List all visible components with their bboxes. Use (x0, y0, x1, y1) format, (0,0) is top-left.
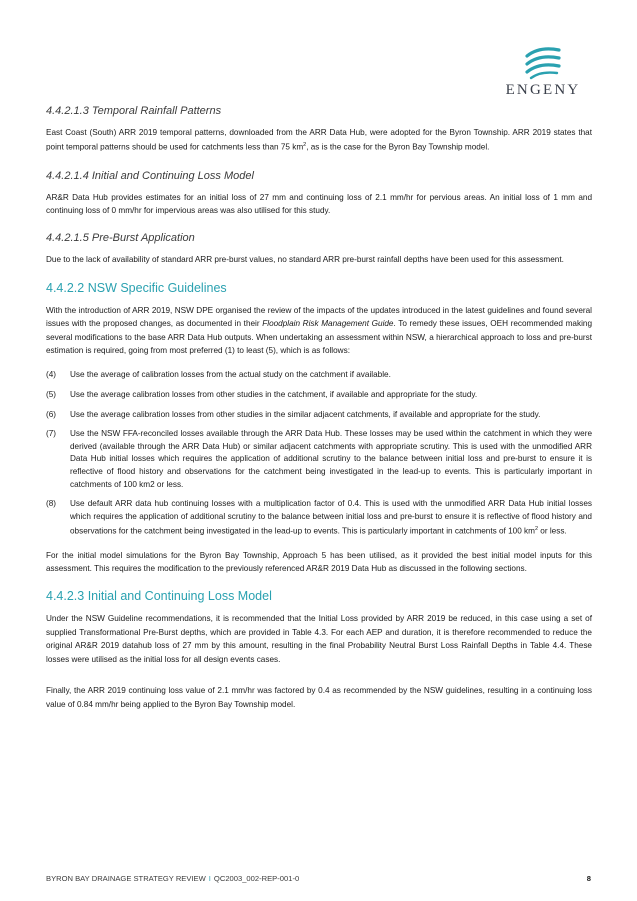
logo-wordmark: ENGENY (505, 82, 581, 98)
paragraph-approach-selection: For the initial model simulations for the Byron Bay Township, Approach 5 has been utilised, as it provided the best initial model inputs for this assessment. This requires the modification to the previously referenced AR&R 2019 Data Hub as discussed in the following sections. (46, 550, 592, 574)
paragraph-nsw-intro: With the introduction of ARR 2019, NSW DPE organised the review of the impacts of the updates introduced in the latest guidelines and found several issues with the proposed changes, as documented in their Floodplain Risk Management Guide. To remedy these issues, OEH recommended making several modifications to the base ARR Data Hub outputs. When undertaking an assessment within NSW, a hierarchical approach to loss and pre-burst estimation is required, going from most preferred (1) to least (5), which is as follows: (46, 305, 592, 355)
page-number: 8 (586, 874, 591, 883)
paragraph-temporal-patterns: East Coast (South) ARR 2019 temporal patterns, downloaded from the ARR Data Hub, were adopted for the Byron Township. ARR 2019 states that point temporal patterns should be used for catchments less than 75 $km^2$, as is the case for the Byron Bay Township model. (46, 128, 592, 153)
paragraph-loss-estimates: AR&R Data Hub provides estimates for an initial loss of 27 mm and continuing loss of 2.1 mm/hr for pervious areas. An initial loss of 1 mm and continuing loss of 0 mm/hr for impervious areas was also utilised for this study. (46, 192, 592, 215)
list-item: (8) Use default ARR data hub continuing losses with a multiplication factor of 0.4. This is used with the unmodified ARR Data Hub initial losses which requires the application of additional scrutiny to the balance between initial loss and pre-burst to ensure it is reflective of flood history and observations for the catchment being investigated in the lead-up to events. This is particularly important in catchments of 100 $km^2$ or less. (46, 499, 592, 537)
heading-temporal-rainfall-patterns: 4.4.2.1.3 Temporal Rainfall Patterns (46, 105, 222, 117)
paragraph-pre-burst: Due to the lack of availability of standard ARR pre-burst values, no standard ARR pre-burst rainfall depths have been used for this assessment. (46, 255, 564, 265)
footer-document-title: BYRON BAY DRAINAGE STRATEGY REVIEW I QC2003_002-REP-001-0 (46, 874, 300, 883)
list-item: (5) Use the average calibration losses from other studies in the catchment, if available and appropriate for the study. (46, 389, 478, 399)
loss-hierarchy-list (46, 369, 592, 538)
paragraph-initial-loss-reduction: Under the NSW Guideline recommendations, it is recommended that the Initial Loss provided by ARR 2019 be reduced, in this case using a set of supplied Transformational Pre-Burst depths, which are provided in Table 4.3. For each AEP and duration, it is therefore recommended to reduce the original AR&R 2019 datahub loss of 27 mm by this amount, resulting in the final Probability Neutral Burst Loss Rainfall Depths in Table 4.4. These losses were utilised as the initial loss for all design events cases. (46, 614, 592, 664)
heading-nsw-specific-guidelines: 4.4.2.2 NSW Specific Guidelines (46, 280, 227, 295)
list-item: (7) Use the NSW FFA-reconciled losses available through the ARR Data Hub. These losses may be used within the catchment in which they were derived (available through the ARR Data Hub) or similar adjacent catchments with appropriate scrutiny. This is used with the unmodified ARR Data Hub initial losses which requires the application of additional scrutiny to the balance between initial loss and pre-burst to ensure it is reflective of flood history and observations for the catchment being investigated in the lead-up to events. This is particularly important in catchments of 100 km2 or less. (46, 429, 592, 489)
heading-initial-and-continuing-loss-model: 4.4.2.3 Initial and Continuing Loss Model (46, 589, 272, 604)
page-footer (46, 874, 591, 883)
list-item: (6) Use the average calibration losses from other studies in the similar adjacent catchments, if available and appropriate for the study. (46, 409, 541, 419)
heading-initial-continuing-loss: 4.4.2.1.4 Initial and Continuing Loss Model (46, 169, 254, 182)
list-item: (4) Use the average of calibration losses from the actual study on the catchment if available. (46, 370, 391, 380)
heading-pre-burst-application: 4.4.2.1.5 Pre-Burst Application (46, 232, 195, 245)
engeny-wave-icon (523, 46, 563, 80)
document-body (46, 104, 592, 723)
paragraph-continuing-loss-factor: Finally, the ARR 2019 continuing loss value of 2.1 mm/hr was factored by 0.4 as recommended by the NSW guidelines, resulting in a continuing loss value of 0.84 mm/hr being applied to the Byron Bay Township model. (46, 686, 592, 709)
engeny-logo (497, 46, 589, 99)
